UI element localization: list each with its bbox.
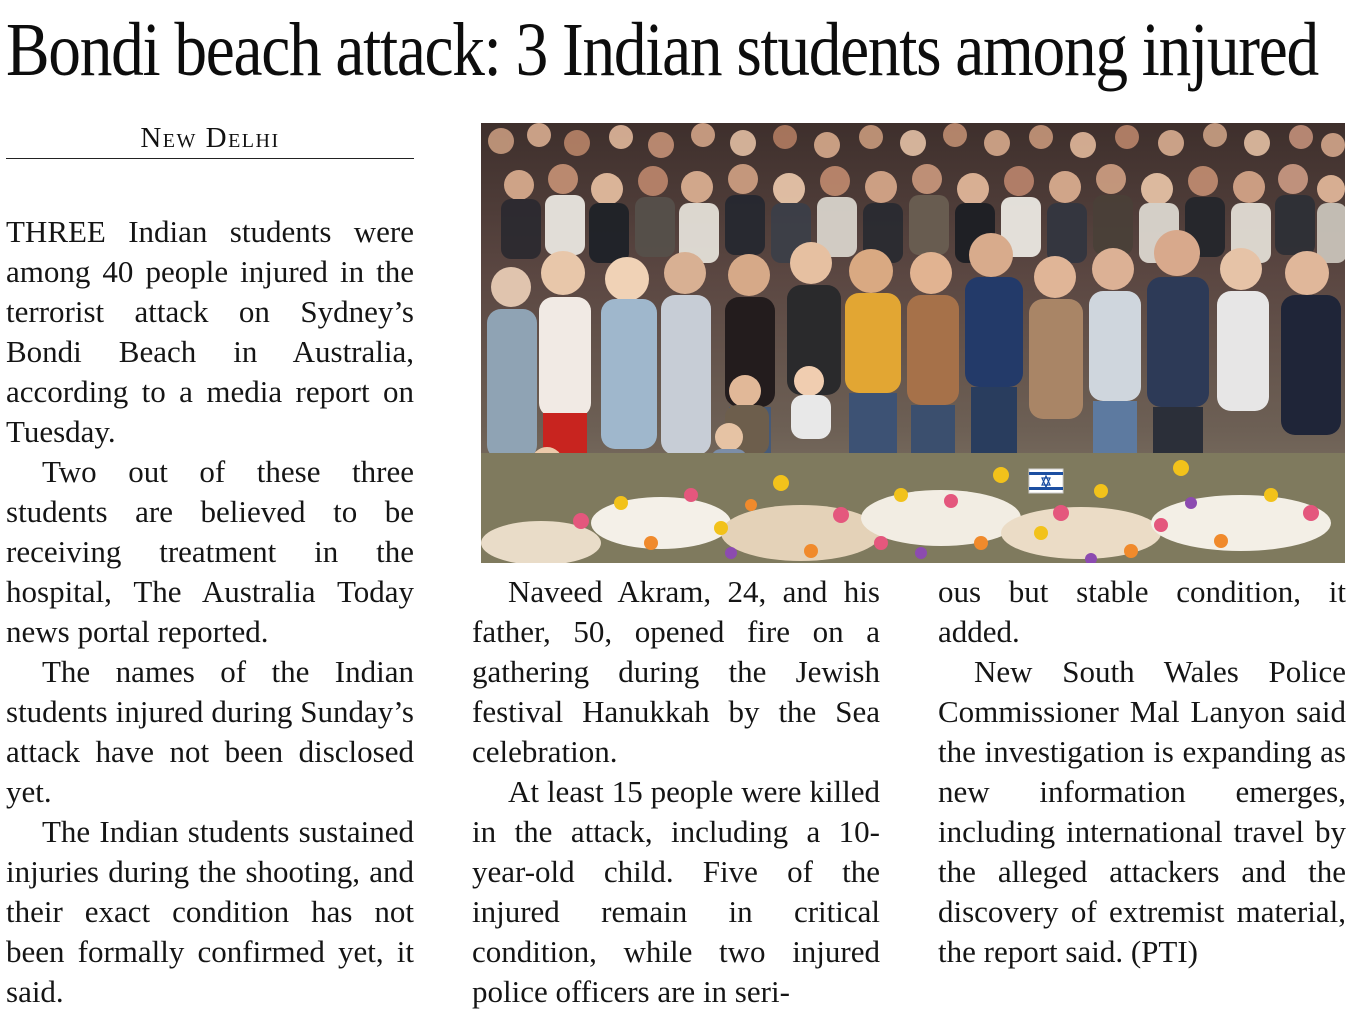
article-column-1 bbox=[6, 212, 414, 1012]
paragraph-continued: ous but stable condition, it added. bbox=[938, 574, 1346, 649]
paragraph: The Indian students sustained injuries during the shooting, and their exact condition has not been formally confirmed yet, it said. bbox=[6, 814, 414, 1009]
paragraph: At least 15 people were killed in the attack, including a 10-year-old child. Five of the injured remain in critical condition, while two injured police officers are in seri- bbox=[472, 774, 880, 1009]
paragraph: THREE Indian students were among 40 people injured in the terrorist attack on Sydney’s Bondi Beach in Australia, according to a media report on Tuesday. bbox=[6, 214, 414, 449]
paragraph: Naveed Akram, 24, and his father, 50, opened fire on a gathering during the Jewish festival Hanukkah by the Sea celebration. bbox=[472, 574, 880, 769]
headline: Bondi beach attack: 3 Indian students among injured bbox=[6, 8, 1318, 92]
article-column-3 bbox=[938, 572, 1346, 972]
news-photo-crowd-memorial bbox=[481, 123, 1345, 563]
paragraph: The names of the Indian students injured during Sunday’s attack have not been disclosed yet. bbox=[6, 654, 414, 809]
paragraph: Two out of these three students are believed to be receiving treatment in the hospital, The Australia Today news portal reported. bbox=[6, 454, 414, 649]
paragraph: New South Wales Police Commissioner Mal Lanyon said the investigation is expanding as new information emerges, including international travel by the alleged attackers and the discovery of extremist material, the report said. (PTI) bbox=[938, 654, 1346, 969]
article-column-2 bbox=[472, 572, 880, 1012]
photo-illustration bbox=[481, 123, 1345, 563]
dateline: New Delhi bbox=[6, 118, 414, 159]
